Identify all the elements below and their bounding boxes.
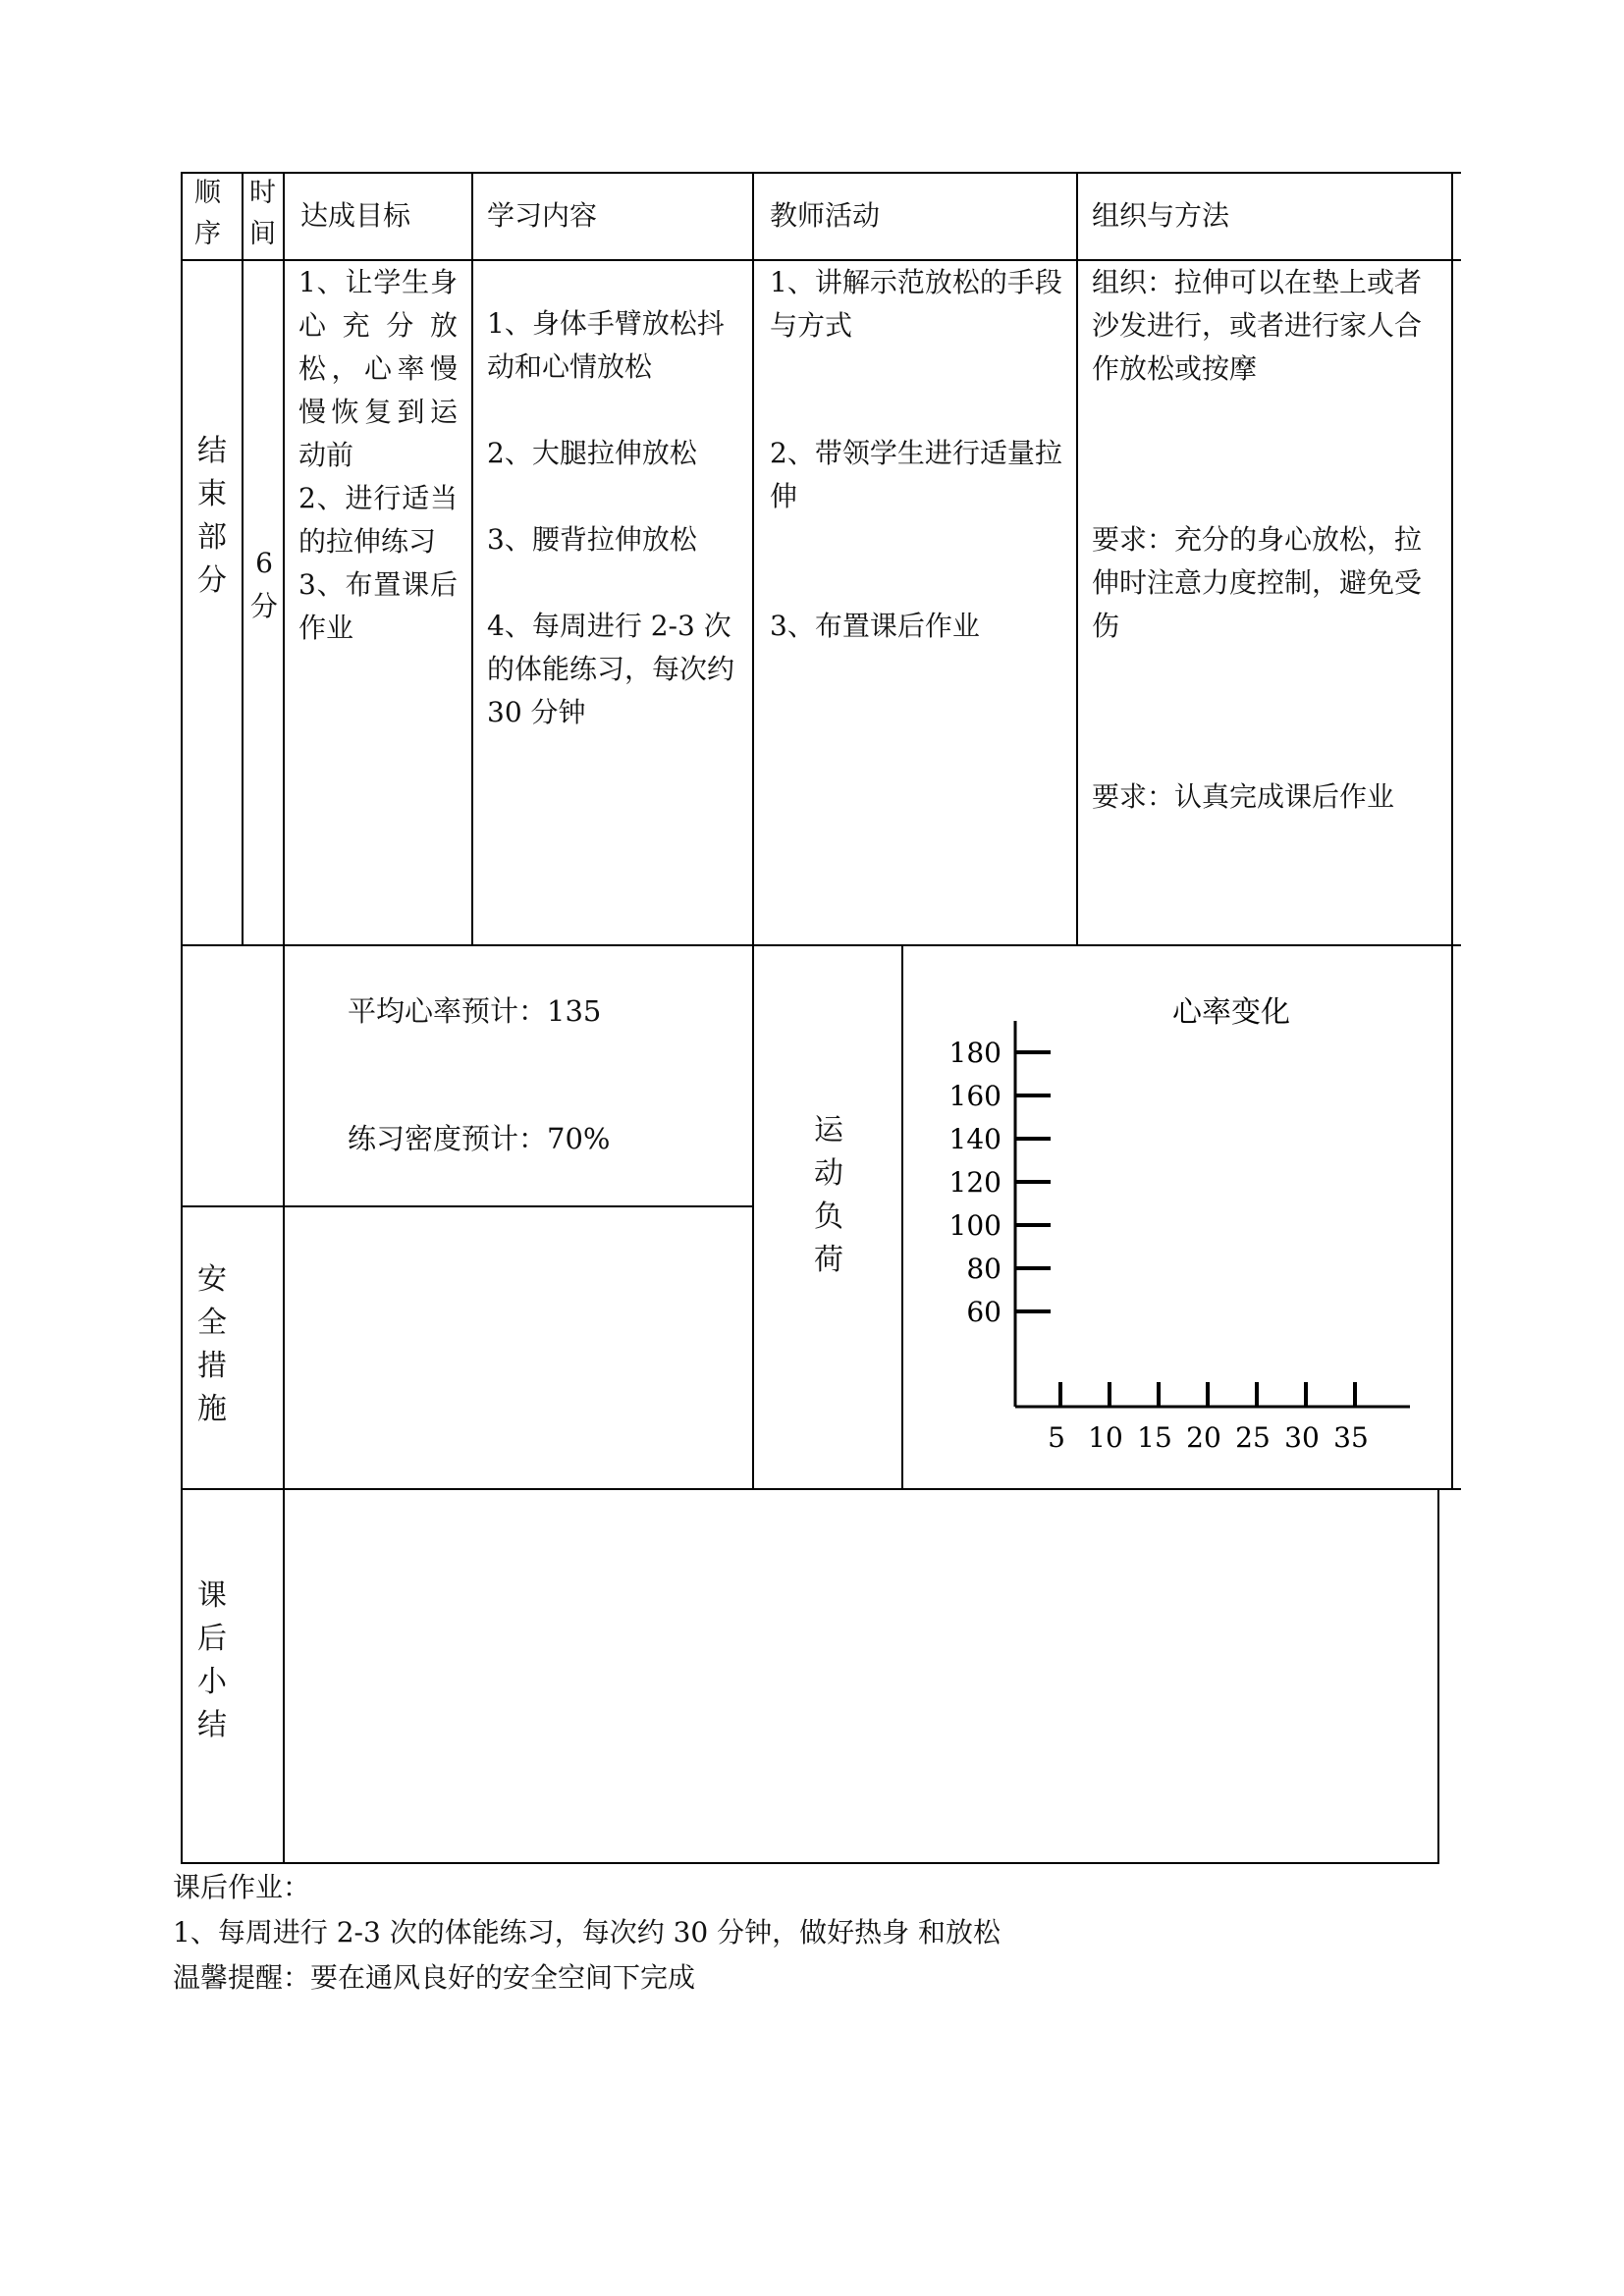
goal-item: 2、进行适当的拉伸练习 [298,482,458,558]
col-time-goal-divider [283,172,285,1863]
header-goal: 达成目标 [300,199,411,232]
header-order: 顺序 [194,178,221,249]
table-top-border [181,172,1461,174]
goal-item: 3、布置课后作业 [298,568,458,644]
method-item: 要求：充分的身心放松，拉伸时注意力度控制，避免受伤 [1092,523,1423,642]
teacher-item: 1、讲解示范放松的手段与方式 [770,266,1062,342]
homework-item: 1、每周进行 2-3 次的体能练习，每次约 30 分钟，做好热身 和放松 [173,1916,1001,1949]
homework-title: 课后作业： [173,1871,311,1903]
avg-heart-rate: 平均心率预计：135 [348,994,602,1028]
reminder: 温馨提醒：要在通风良好的安全空间下完成 [173,1961,696,1994]
practice-density: 练习密度预计：70% [348,1122,611,1155]
header-teacher: 教师活动 [770,199,881,232]
goal-cell [298,261,458,650]
section-name: 结束部分 [197,434,227,598]
chart-x-ticks [1048,1382,1369,1454]
content-item: 1、身体手臂放松抖动和心情放松 [487,307,725,383]
chart-x-tick-label: 20 [1186,1421,1221,1454]
goal-item: 1、让学生身心充分放松，心率慢慢恢复到运动前 [298,266,458,471]
load-inner-divider [181,1205,754,1207]
method-item: 组织：拉伸可以在垫上或者沙发进行，或者进行家人合作放松或按摩 [1092,266,1423,385]
chart-title: 心率变化 [1172,995,1290,1030]
col-content-teacher-divider [752,172,754,1489]
chart-x-tick-label: 15 [1137,1421,1172,1454]
content-item: 2、大腿拉伸放松 [487,437,697,469]
summary-label: 课后小结 [197,1578,227,1742]
chart-x-tick-label: 30 [1284,1421,1320,1454]
summary-bottom-border [181,1862,1439,1864]
chart-x-tick-label: 5 [1048,1421,1065,1454]
chart-y-tick-label: 80 [966,1253,1001,1285]
section-time: 6分 [249,547,278,622]
header-content: 学习内容 [487,199,598,232]
chart-x-tick-label: 25 [1235,1421,1271,1454]
safety-label: 安全措施 [197,1262,227,1426]
chart-y-tick-label: 180 [948,1037,1001,1069]
safety-bottom-border [181,1488,1461,1490]
content-item: 3、腰背拉伸放松 [487,523,697,556]
chart-y-tick-label: 100 [948,1209,1001,1242]
teacher-item: 3、布置课后作业 [770,610,980,642]
chart-y-tick-label: 120 [948,1166,1001,1199]
method-item: 要求：认真完成课后作业 [1092,780,1395,813]
chart-y-tick-label: 140 [948,1123,1001,1155]
table-right-border-upper [1451,172,1453,1489]
teacher-item: 2、带领学生进行适量拉伸 [770,437,1062,512]
chart-y-ticks [949,1037,1051,1328]
col-order-time-divider [242,172,244,945]
col-goal-content-divider [471,172,473,945]
col-teacher-method-divider [1076,172,1078,945]
content-item: 4、每周进行 2-3 次的体能练习，每次约 30 分钟 [487,610,743,728]
header-time: 时间 [249,178,276,249]
table-left-border [181,172,183,1863]
chart-x-tick-label: 35 [1333,1421,1369,1454]
chart-y-tick-label: 160 [948,1080,1001,1112]
chart-x-tick-label: 10 [1088,1421,1123,1454]
header-method: 组织与方法 [1092,199,1230,232]
heart-rate-chart [903,946,1449,1488]
chart-y-tick-label: 60 [966,1296,1001,1328]
table-right-border-lower [1437,1488,1439,1863]
load-label: 运动负荷 [814,1113,843,1277]
